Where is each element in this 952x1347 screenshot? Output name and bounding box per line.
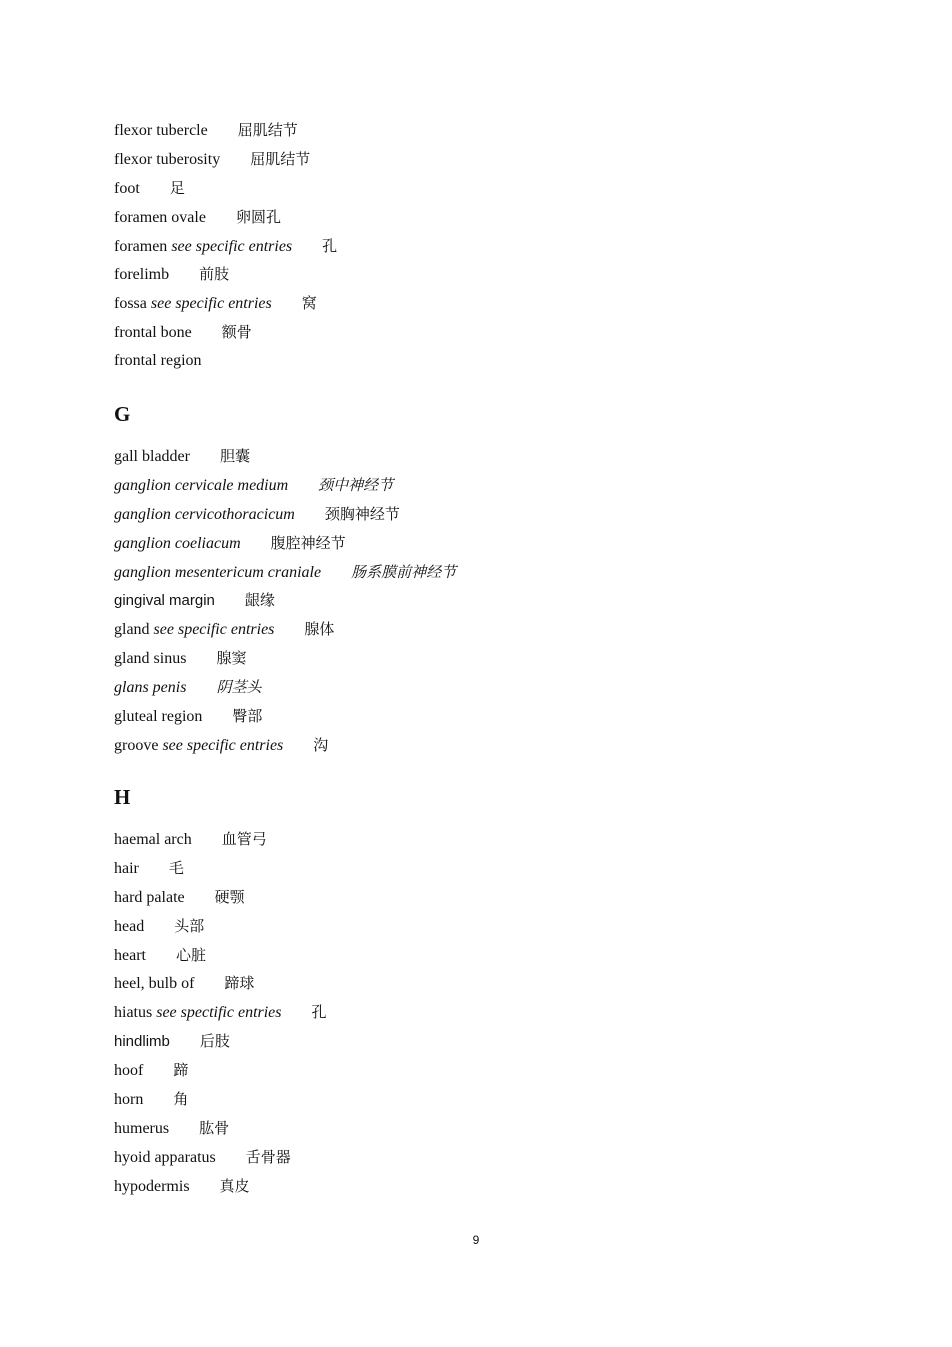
- entry-translation: 腺窦: [216, 649, 247, 668]
- entry: [114, 446, 834, 475]
- entry: [114, 619, 834, 648]
- entry: [114, 973, 834, 1002]
- entry-translation: 头部: [174, 916, 205, 935]
- entry-translation: 屈肌结节: [237, 121, 298, 139]
- entry-term: humerus: [114, 1119, 170, 1137]
- entry: [114, 590, 834, 619]
- entry-term: ganglion mesentericum craniale: [114, 563, 322, 581]
- section-g-entries: [114, 446, 834, 764]
- entry: [114, 264, 834, 293]
- entry-term: horn: [114, 1091, 144, 1109]
- entry-term-text: fossa: [114, 295, 147, 313]
- entry-term: foot: [114, 179, 140, 197]
- entry-term: frontal bone: [114, 324, 192, 342]
- entry-translation: 蹄: [173, 1061, 189, 1080]
- entry-translation: 臀部: [232, 707, 263, 726]
- entry-translation: 后肢: [199, 1032, 230, 1051]
- entry: [114, 322, 834, 351]
- page-number: 9: [472, 1233, 480, 1247]
- entry: [114, 1147, 834, 1176]
- entry: [114, 533, 834, 562]
- entry-term-text: foramen: [114, 237, 168, 255]
- entry: [114, 1002, 834, 1031]
- entry: [114, 351, 834, 380]
- entry-term-with-reference: [114, 1003, 282, 1023]
- entry-translation: 额骨: [221, 323, 252, 342]
- entry-translation: 舌骨器: [245, 1147, 291, 1166]
- entry: [114, 735, 834, 764]
- entry-term: hoof: [114, 1062, 144, 1080]
- cross-reference: see specific entries: [153, 621, 275, 639]
- entry-term: hypodermis: [114, 1177, 190, 1195]
- entry: [114, 178, 834, 207]
- cross-reference: see specific entries: [150, 295, 272, 313]
- entry-translation: 孔: [311, 1003, 327, 1022]
- entry-term: ganglion cervicothoracicum: [114, 505, 295, 523]
- entry-translation: 硬颚: [214, 887, 245, 906]
- entry-translation: 心脏: [175, 945, 206, 964]
- entry-translation: 孔: [322, 236, 338, 255]
- entry-translation: 肱骨: [199, 1118, 230, 1137]
- cross-reference: see specific entries: [171, 237, 293, 255]
- entry: [114, 1031, 834, 1060]
- entry-translation: 毛: [168, 858, 184, 877]
- entry: [114, 677, 834, 706]
- cross-reference: see spectific entries: [156, 1004, 282, 1022]
- entry-translation: 龈缘: [244, 591, 275, 610]
- entry-translation: 前肢: [199, 265, 230, 284]
- cross-reference: see specific entries: [162, 736, 284, 754]
- entry-translation: 角: [173, 1090, 189, 1109]
- entry-term: forelimb: [114, 266, 170, 284]
- entry: [114, 1176, 834, 1205]
- entry-translation: 卵圆孔: [235, 207, 281, 226]
- entry: [114, 504, 834, 533]
- entry-term: ganglion coeliacum: [114, 534, 241, 552]
- entry: [114, 1089, 834, 1118]
- entry-translation: 蹄球: [224, 974, 255, 993]
- entry-translation: 真皮: [219, 1176, 250, 1195]
- entry-term: glans penis: [114, 679, 187, 697]
- entry-term-text: gland: [114, 621, 150, 639]
- entry-term: hair: [114, 859, 139, 877]
- entry: [114, 149, 834, 178]
- entry: [114, 887, 834, 916]
- entry-term: gland sinus: [114, 650, 187, 668]
- entry: [114, 706, 834, 735]
- section-heading-h: H: [114, 785, 131, 809]
- entry-term: flexor tubercle: [114, 122, 208, 139]
- entry-term: head: [114, 917, 145, 935]
- entry-term: flexor tuberosity: [114, 150, 221, 168]
- entry-translation: 胆囊: [219, 447, 250, 465]
- entry-term: gall bladder: [114, 448, 190, 465]
- entry-term: heart: [114, 946, 146, 964]
- entry: [114, 120, 834, 149]
- entry-term: hard palate: [114, 888, 185, 906]
- entry-term-text: hiatus: [114, 1004, 153, 1022]
- entry-term-text: groove: [114, 736, 159, 754]
- entry-term: frontal region: [114, 352, 202, 370]
- entry-translation: 沟: [313, 735, 329, 754]
- entry-translation: 颈中神经节: [318, 475, 394, 494]
- entry-term: hindlimb: [114, 1033, 170, 1051]
- entry-term: hyoid apparatus: [114, 1148, 216, 1166]
- entry-term-with-reference: [114, 736, 283, 756]
- entry-term-with-reference: [114, 237, 292, 257]
- entry-translation: 屈肌结节: [250, 149, 311, 168]
- section-heading-g: G: [114, 402, 131, 426]
- entry-translation: 腺体: [304, 620, 335, 639]
- entry-translation: 颈胸神经节: [324, 504, 400, 523]
- entry: [114, 1118, 834, 1147]
- entry-term: ganglion cervicale medium: [114, 476, 289, 494]
- entry: [114, 293, 834, 322]
- entry-term: gingival margin: [114, 592, 215, 610]
- entry: [114, 945, 834, 974]
- entry: [114, 1060, 834, 1089]
- entry: [114, 648, 834, 677]
- entry-term: haemal arch: [114, 831, 192, 848]
- entry: [114, 475, 834, 504]
- section-f-entries: [114, 120, 834, 380]
- entry-translation: 足: [169, 178, 185, 197]
- entry: [114, 562, 834, 591]
- entry-term: heel, bulb of: [114, 975, 195, 993]
- entry-term-with-reference: [114, 620, 274, 640]
- entry-term-with-reference: [114, 294, 272, 314]
- entry: [114, 829, 834, 858]
- entry-term: gluteal region: [114, 708, 203, 726]
- entry: [114, 236, 834, 265]
- entry: [114, 858, 834, 887]
- entry-translation: 肠系膜前神经节: [351, 562, 457, 581]
- entry-term: foramen ovale: [114, 208, 206, 226]
- entry: [114, 916, 834, 945]
- entry-translation: 窝: [301, 294, 317, 313]
- entry-translation: 阴茎头: [216, 678, 262, 697]
- section-h-entries: [114, 829, 834, 1205]
- entry-translation: 血管弓: [221, 830, 267, 848]
- entry: [114, 207, 834, 236]
- entry-translation: 腹腔神经节: [270, 533, 346, 552]
